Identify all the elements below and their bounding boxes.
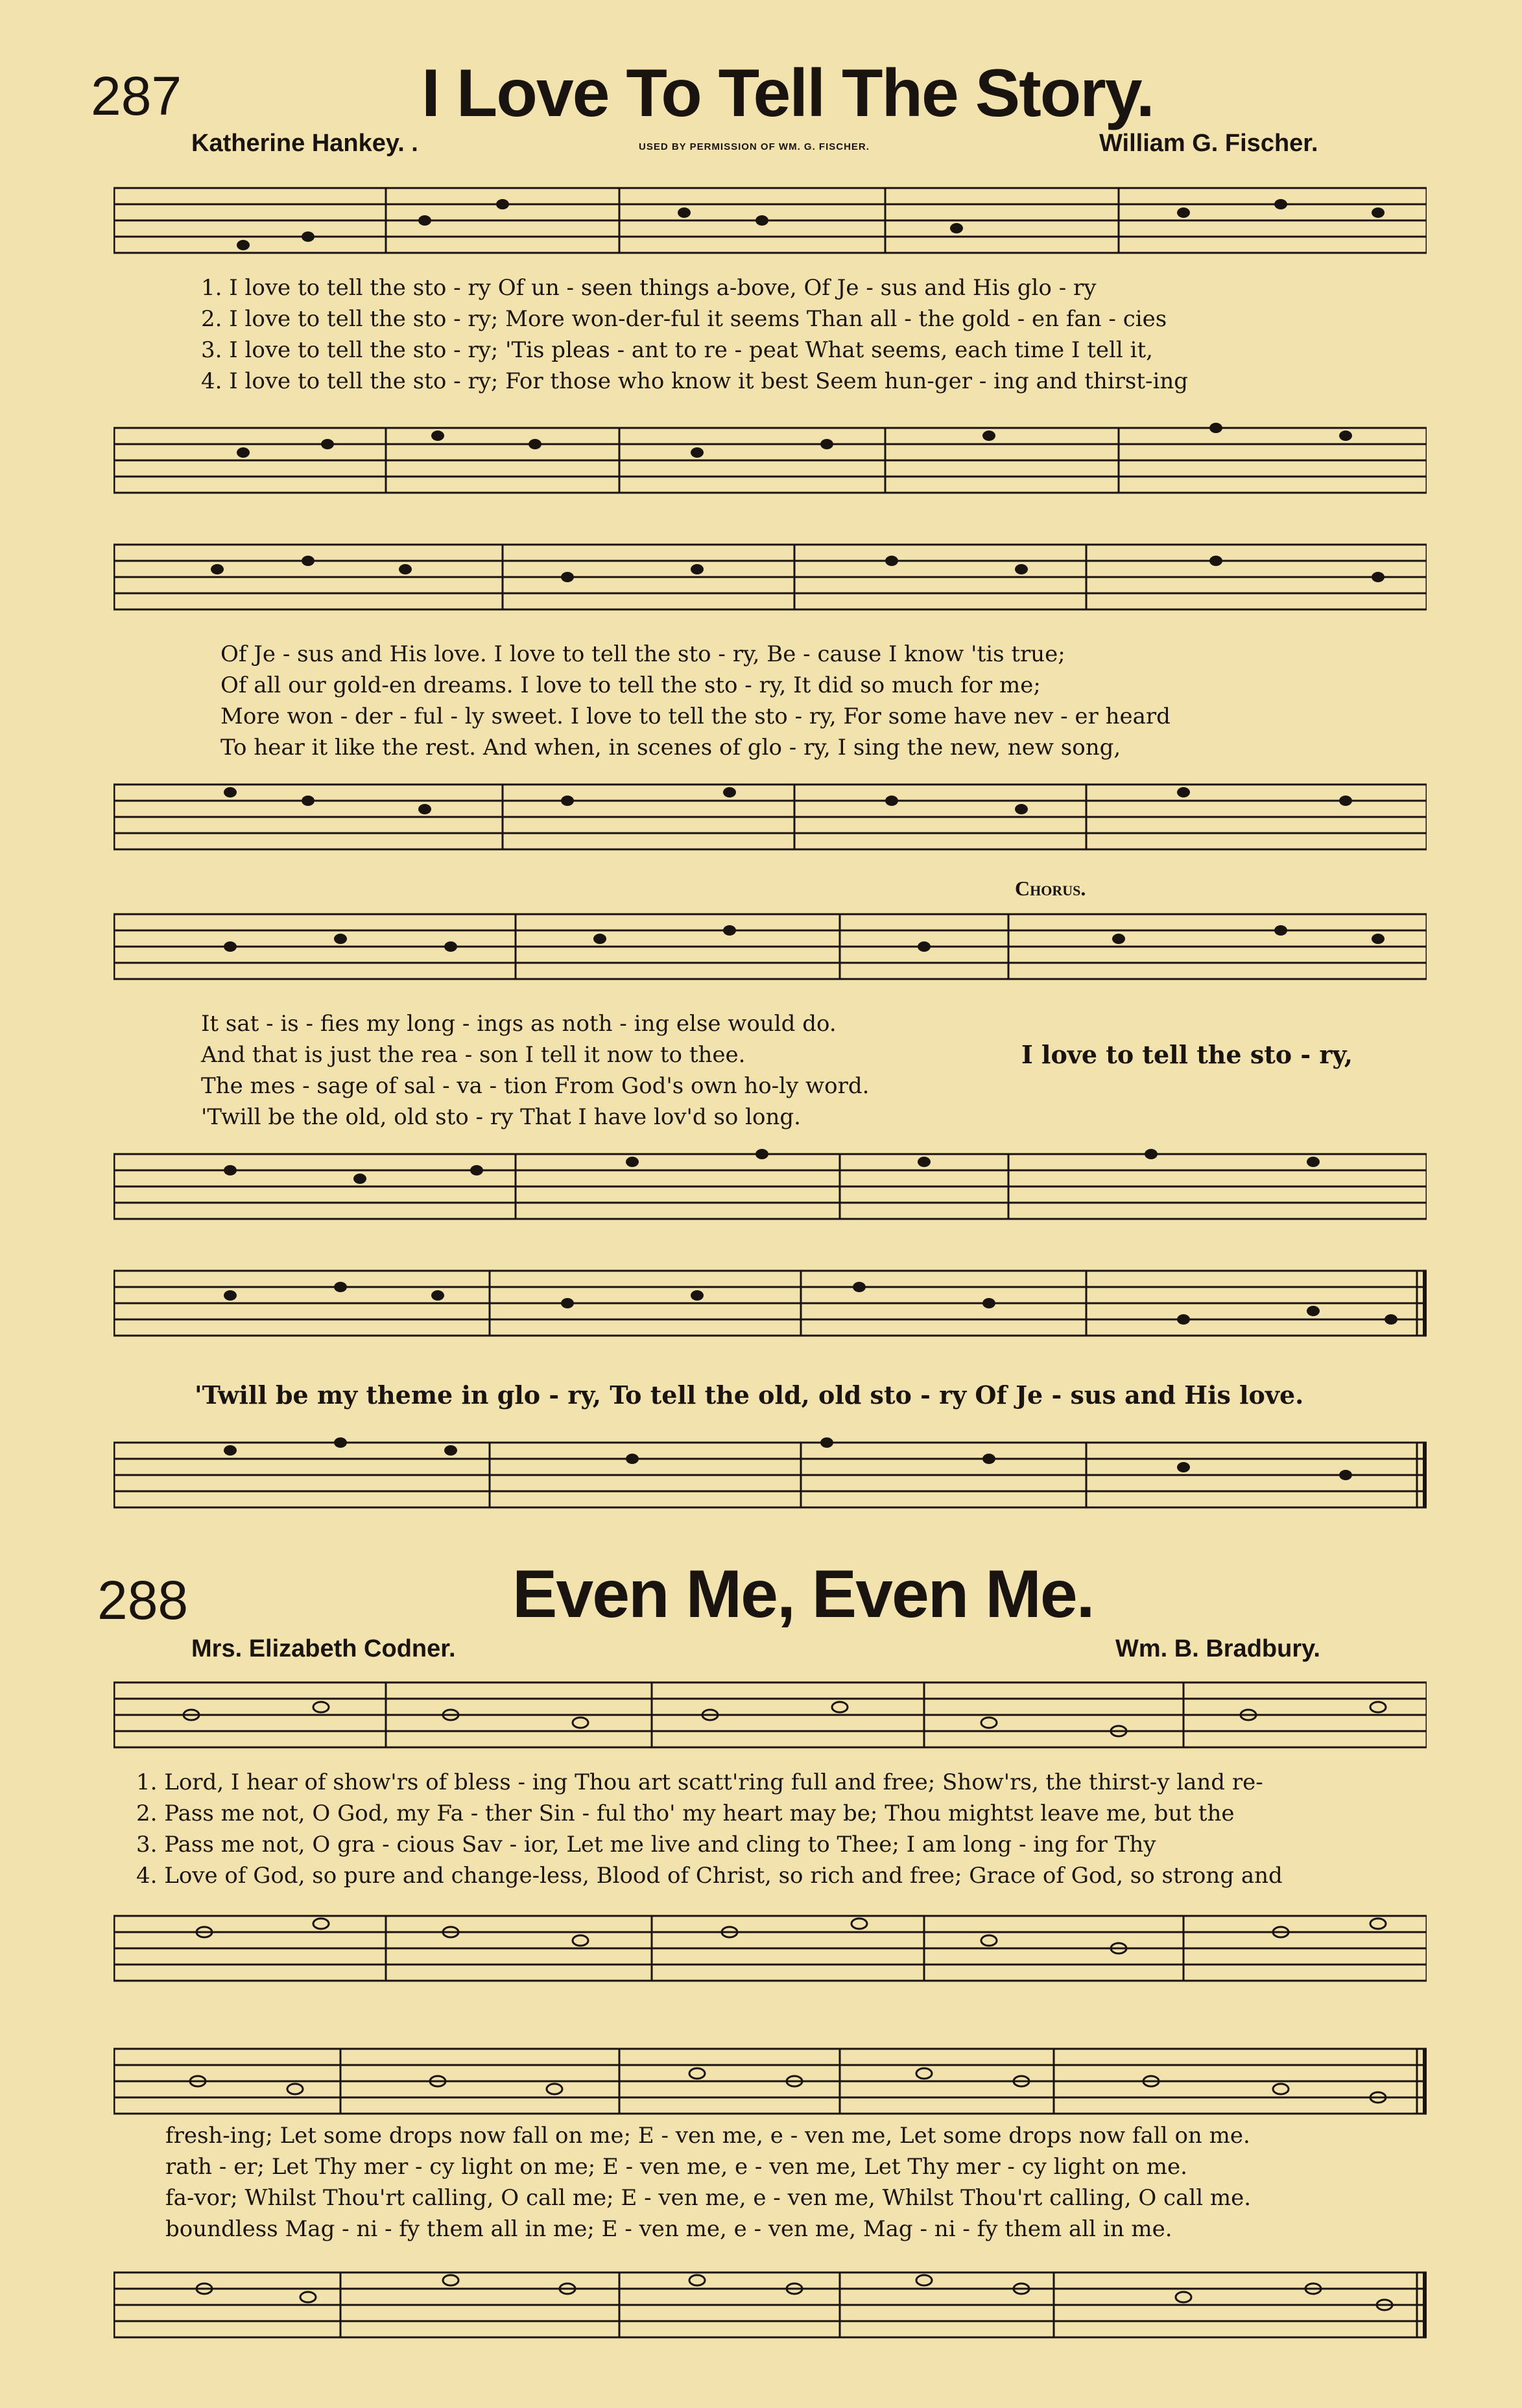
verse-line: 1. I love to tell the sto - ry Of un - seen things a-bove, Of Je - sus and His glo - ry <box>201 275 1097 301</box>
bass-staff <box>113 1903 1427 1994</box>
author-credit: Mrs. Elizabeth Codner. <box>191 1635 456 1662</box>
treble-staff <box>113 2036 1427 2127</box>
treble-staff <box>113 175 1427 266</box>
verse-line: boundless Mag - ni - fy them all in me; E - ven me, e - ven me, Mag - ni - fy them all in me. <box>165 2216 1172 2242</box>
verse-line: The mes - sage of sal - va - tion From God's own ho-ly word. <box>201 1073 870 1099</box>
verse-line: 3. I love to tell the sto - ry; 'Tis pleas - ant to re - peat What seems, each time I tell it, <box>201 337 1153 363</box>
verse-line: fresh-ing; Let some drops now fall on me; E - ven me, e - ven me, Let some drops now fall on me. <box>165 2123 1250 2149</box>
verse-line: 'Twill be the old, old sto - ry That I have lov'd so long. <box>201 1104 801 1130</box>
author-credit: Katherine Hankey. . <box>191 130 418 157</box>
bass-staff <box>113 772 1427 862</box>
verse-line: 2. Pass me not, O God, my Fa - ther Sin - ful tho' my heart may be; Thou mightst leave me, but the <box>136 1800 1235 1826</box>
hymn-title: Even Me, Even Me. <box>512 1557 1094 1632</box>
verse-line: 4. Love of God, so pure and change-less, Blood of Christ, so rich and free; Grace of God, so strong and <box>136 1863 1283 1889</box>
verse-line: 4. I love to tell the sto - ry; For those who know it best Seem hun-ger - ing and thirst-ing <box>201 368 1189 394</box>
hymn-number: 287 <box>91 65 182 126</box>
bass-staff <box>113 2260 1427 2350</box>
bass-staff <box>113 1141 1427 1232</box>
composer-credit: William G. Fischer. <box>1099 130 1318 157</box>
verse-line: 3. Pass me not, O gra - cious Sav - ior, Let me live and cling to Thee; I am long - ing for Thy <box>136 1832 1156 1858</box>
verse-line: Of Je - sus and His love. I love to tell the sto - ry, Be - cause I know 'tis true; <box>220 641 1065 667</box>
verse-line: fa-vor; Whilst Thou'rt calling, O call me; E - ven me, e - ven me, Whilst Thou'rt calling, O call me. <box>165 2185 1252 2211</box>
verse-line: To hear it like the rest. And when, in scenes of glo - ry, I sing the new, new song, <box>220 735 1121 761</box>
verse-block <box>165 2120 1251 2245</box>
verse-line: Of all our gold-en dreams. I love to tell the sto - ry, It did so much for me; <box>220 672 1041 698</box>
treble-staff <box>113 901 1427 992</box>
chorus-line: 'Twill be my theme in glo - ry, To tell the old, old sto - ry Of Je - sus and His love. <box>195 1380 1304 1410</box>
chorus-line: I love to tell the sto - ry, <box>1021 1040 1353 1069</box>
treble-staff <box>113 1258 1427 1349</box>
verse-line: And that is just the rea - son I tell it now to thee. <box>201 1042 746 1068</box>
verse-block <box>220 639 1171 763</box>
chorus-label: Chorus. <box>1015 877 1086 900</box>
verse-block <box>136 1767 1283 1891</box>
verse-block <box>201 1008 869 1133</box>
permission-note: USED BY PERMISSION OF WM. G. FISCHER. <box>639 141 870 152</box>
verse-line: It sat - is - fies my long - ings as noth - ing else would do. <box>201 1011 837 1037</box>
bass-staff <box>113 1430 1427 1520</box>
verse-line: More won - der - ful - ly sweet. I love to tell the sto - ry, For some have nev - er heard <box>220 703 1171 729</box>
treble-staff <box>113 532 1427 622</box>
verse-line: 1. Lord, I hear of show'rs of bless - ing Thou art scatt'ring full and free; Show'rs, the thirst-y land re- <box>136 1769 1263 1795</box>
verse-line: 2. I love to tell the sto - ry; More won-der-ful it seems Than all - the gold - en fan - cies <box>201 306 1167 332</box>
hymn-title: I Love To Tell The Story. <box>422 56 1154 131</box>
verse-block <box>201 272 1188 397</box>
composer-credit: Wm. B. Bradbury. <box>1115 1635 1320 1662</box>
treble-staff <box>113 1670 1427 1760</box>
verse-line: rath - er; Let Thy mer - cy light on me; E - ven me, e - ven me, Let Thy mer - cy light on me. <box>165 2154 1187 2180</box>
bass-staff <box>113 415 1427 506</box>
hymn-number: 288 <box>97 1570 189 1631</box>
